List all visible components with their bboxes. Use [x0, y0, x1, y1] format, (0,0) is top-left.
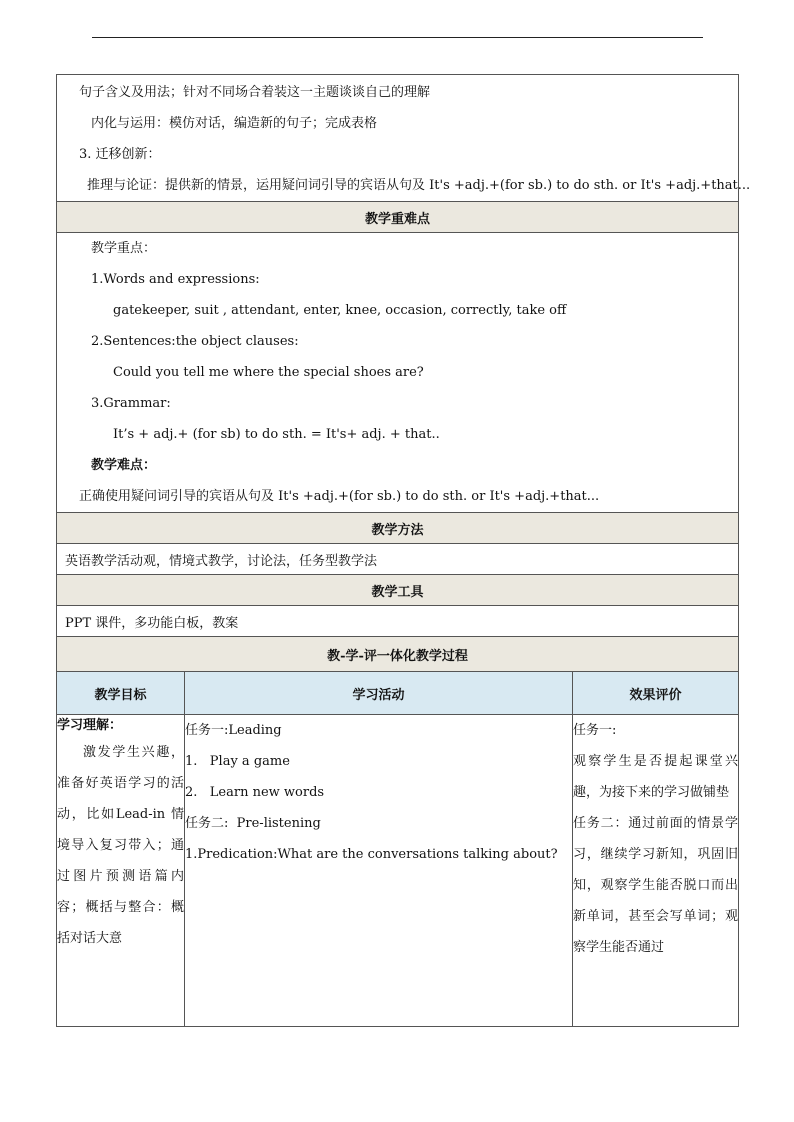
grammar-title: 3.Grammar:: [91, 396, 171, 411]
activity-line: 1. Play a game: [185, 754, 290, 769]
activity-line: 2. Learn new words: [185, 785, 325, 800]
key-points-row: [57, 233, 739, 513]
evaluation-cell: [573, 715, 739, 1027]
words-title: 1.Words and expressions:: [91, 272, 260, 287]
process-row: [57, 715, 739, 1027]
sentence-example: Could you tell me where the special shoes are?: [113, 365, 424, 380]
key-points-header: 教学重难点: [57, 202, 739, 233]
tools-content: PPT 课件，多功能白板，教案: [57, 606, 739, 637]
eval-task1-text: 观察学生是否提起课堂兴趣，为接下来的学习做铺垫: [573, 754, 738, 800]
col-activity-header: 学习活动: [185, 672, 573, 715]
objectives-row: [57, 75, 739, 202]
lesson-plan-table: [56, 74, 751, 1027]
focus-label: 教学重点：: [91, 241, 157, 256]
goal-text: 激发学生兴趣，准备好英语学习的活动，比如Lead-in 情境导入复习带入；通过图片预测语篇内容；概括与整合：概括对话大意: [57, 745, 184, 946]
objective-line-2: 内化与运用：模仿对话，编造新的句子；完成表格: [91, 116, 378, 131]
activity-line: 1.Predication:What are the conversations talking about?: [185, 847, 558, 862]
col-evaluation-header: 效果评价: [573, 672, 739, 715]
objective-line-3: 3. 迁移创新：: [79, 147, 161, 162]
grammar-formula: It’s + adj.+ (for sb) to do sth. = It's+ adj. + that..: [113, 427, 440, 442]
difficulty-label: 教学难点：: [91, 458, 157, 473]
goal-cell: [57, 715, 185, 1027]
words-list: gatekeeper, suit , attendant, enter, knee, occasion, correctly, take off: [113, 303, 567, 318]
method-content: 英语教学活动观，情境式教学，讨论法，任务型教学法: [57, 544, 739, 575]
goal-title: 学习理解：: [57, 718, 123, 733]
objective-line-1: 句子含义及用法；针对不同场合着装这一主题谈谈自己的理解: [79, 85, 431, 100]
method-header: 教学方法: [57, 513, 739, 544]
activity-cell: [185, 715, 573, 1027]
activity-line: 任务一:Leading: [185, 723, 282, 738]
process-header: 教-学-评一体化教学过程: [57, 637, 739, 672]
difficulty-text: 正确使用疑问词引导的宾语从句及 It's +adj.+(for sb.) to do sth. or It's +adj.+that...: [79, 489, 600, 504]
activity-line: 任务二: Pre-listening: [185, 816, 321, 831]
eval-task1-label: 任务一:: [573, 723, 617, 738]
col-goal-header: 教学目标: [57, 672, 185, 715]
header-rule: [92, 37, 703, 38]
objective-line-4: 推理与论证：提供新的情景，运用疑问词引导的宾语从句及 It's +adj.+(for sb.) to do sth. or It's +adj.+that...: [87, 178, 751, 193]
process-column-headers: [57, 672, 739, 715]
eval-task2-text: 任务二：通过前面的情景学习，继续学习新知，巩固旧知，观察学生能否脱口而出新单词，甚至会写单词；观察学生能否通过: [573, 816, 738, 955]
sentences-title: 2.Sentences:the object clauses:: [91, 334, 299, 349]
tools-header: 教学工具: [57, 575, 739, 606]
